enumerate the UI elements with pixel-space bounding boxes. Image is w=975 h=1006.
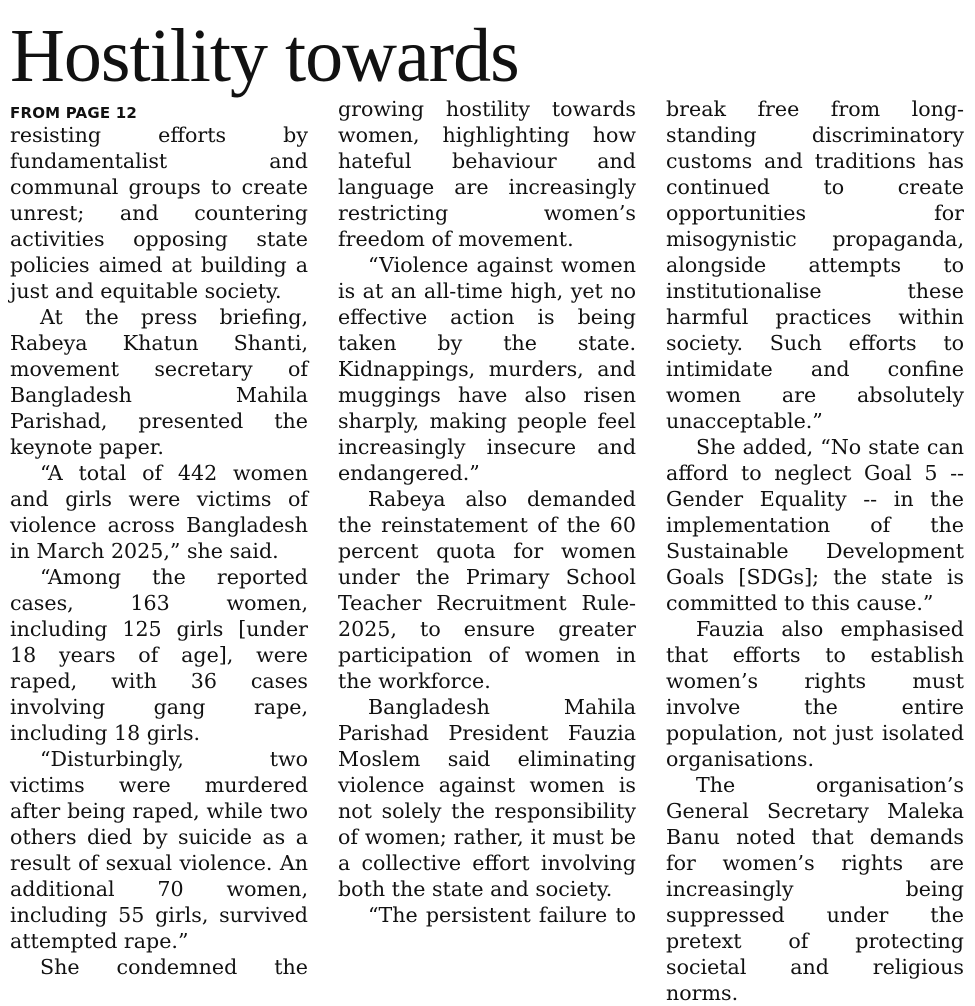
paragraph: “Among the reported cases, 163 women, including 125 girls [under 18 years of age], were raped, with 36 cases involving gang rape, including 18 girls. [10, 565, 308, 745]
continued-from-kicker: FROM PAGE 12 [10, 104, 137, 122]
paragraph: At the press briefing, Rabeya Khatun Shanti, movement secretary of Bangladesh Mahila Parishad, presented the keynote paper. [10, 305, 308, 459]
paragraph: Fauzia also emphasised that efforts to establish women’s rights must involve the entire population, not just isolated organisations. [666, 617, 964, 771]
paragraph: Bangladesh Mahila Parishad President Fauzia Moslem said eliminating violence against women is not solely the responsibility of women; rather, it must be a collective effort involving both the state and society. [338, 695, 636, 901]
headline: Hostility towards [10, 14, 519, 98]
paragraph: She condemned the [40, 955, 308, 979]
article-column-3 [666, 96, 964, 1006]
paragraph: “Violence against women is at an all-time high, yet no effective action is being taken by the state. Kidnappings, murders, and muggings have also risen sharply, making people feel increasingly insecure and endangered.” [338, 253, 636, 485]
paragraph: “A total of 442 women and girls were victims of violence across Bangladesh in March 2025,” she said. [10, 461, 308, 563]
paragraph: resisting efforts by fundamentalist and communal groups to create unrest; and countering activities opposing state policies aimed at building a just and equitable society. [10, 123, 308, 303]
paragraph: The organisation’s General Secretary Maleka Banu noted that demands for women’s rights are increasingly being suppressed under the pretext of protecting societal and religious norms. [666, 773, 964, 1005]
paragraph: “The persistent failure to [368, 903, 636, 927]
article-column-1 [10, 100, 308, 980]
paragraph: break free from long-standing discriminatory customs and traditions has continued to create opportunities for misogynistic propaganda, alongside attempts to institutionalise these harmful practices within society. Such efforts to intimidate and confine women are absolutely unacceptable.” [666, 97, 964, 433]
paragraph: She added, “No state can afford to neglect Goal 5 -- Gender Equality -- in the implementation of the Sustainable Development Goals [SDGs]; the state is committed to this cause.” [666, 435, 964, 615]
paragraph: “Disturbingly, two victims were murdered after being raped, while two others died by suicide as a result of sexual violence. An additional 70 women, including 55 girls, survived attempted rape.” [10, 747, 308, 953]
paragraph: Rabeya also demanded the reinstatement of the 60 percent quota for women under the Primary School Teacher Recruitment Rule-2025, to ensure greater participation of women in the workforce. [338, 487, 636, 693]
paragraph: growing hostility towards women, highlighting how hateful behaviour and language are increasingly restricting women’s freedom of movement. [338, 97, 636, 251]
article-column-2 [338, 96, 636, 928]
